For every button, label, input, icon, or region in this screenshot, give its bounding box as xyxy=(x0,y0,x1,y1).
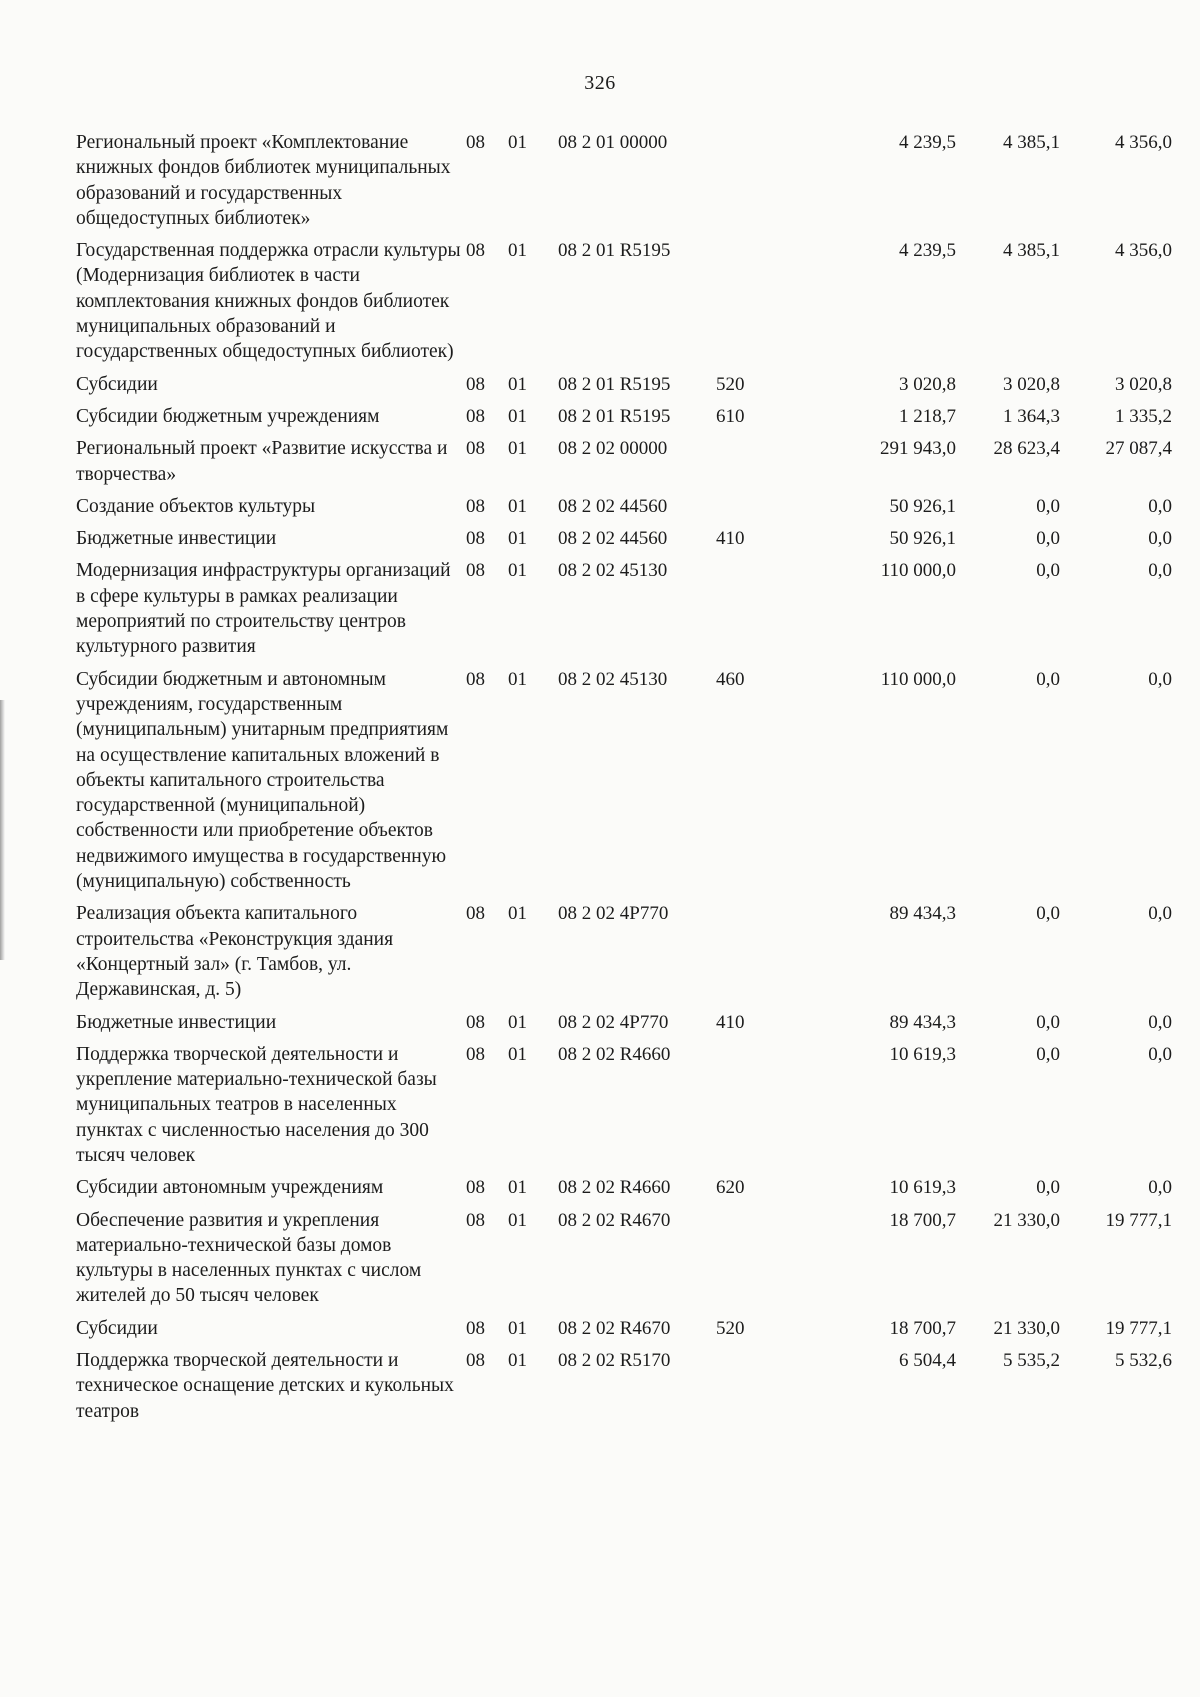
expense-type-code: 460 xyxy=(716,668,745,690)
amount-year-2: 21 330,0 xyxy=(993,1209,1060,1231)
amount-year-3: 5 532,6 xyxy=(1115,1350,1172,1372)
section-code: 08 xyxy=(466,1177,485,1199)
row-name: Региональный проект «Развитие искусства и творчества» xyxy=(76,438,448,485)
target-article-code: 08 2 02 44560 xyxy=(558,495,668,517)
expense-type-code: 620 xyxy=(716,1177,745,1199)
target-article-code: 08 2 01 R5195 xyxy=(558,405,671,427)
amount-year-3: 0,0 xyxy=(1148,495,1172,517)
amount-year-2: 0,0 xyxy=(1036,495,1060,517)
section-code: 08 xyxy=(466,1011,485,1033)
section-code: 08 xyxy=(466,1350,485,1372)
amount-year-1: 89 434,3 xyxy=(889,1011,956,1033)
table-row xyxy=(76,1344,1172,1427)
table-row xyxy=(76,490,1172,522)
amount-year-2: 0,0 xyxy=(1036,1177,1060,1199)
table-row xyxy=(76,1171,1172,1203)
row-name: Модернизация инфраструктуры организаций в сфере культуры в рамках реализации мероприятий по строительству центров культурного развития xyxy=(76,560,451,658)
subsection-code: 01 xyxy=(508,240,527,262)
amount-year-1: 18 700,7 xyxy=(889,1317,956,1339)
row-name: Субсидии xyxy=(76,1317,158,1339)
table-row xyxy=(76,1312,1172,1344)
amount-year-1: 291 943,0 xyxy=(880,438,956,460)
amount-year-1: 50 926,1 xyxy=(889,495,956,517)
table-row xyxy=(76,522,1172,554)
target-article-code: 08 2 01 R5195 xyxy=(558,373,671,395)
row-name: Реализация объекта капитального строительства «Реконструкция здания «Концертный зал» (г. Тамбов, ул. Державинская, д. 5) xyxy=(76,903,394,1001)
target-article-code: 08 2 02 00000 xyxy=(558,438,668,460)
target-article-code: 08 2 02 R5170 xyxy=(558,1350,671,1372)
section-code: 08 xyxy=(466,1317,485,1339)
subsection-code: 01 xyxy=(508,438,527,460)
amount-year-2: 0,0 xyxy=(1036,1011,1060,1033)
row-name: Бюджетные инвестиции xyxy=(76,528,277,550)
amount-year-3: 0,0 xyxy=(1148,1043,1172,1065)
amount-year-2: 0,0 xyxy=(1036,560,1060,582)
subsection-code: 01 xyxy=(508,373,527,395)
amount-year-3: 0,0 xyxy=(1148,668,1172,690)
table-row xyxy=(76,897,1172,1005)
amount-year-1: 50 926,1 xyxy=(889,528,956,550)
row-name: Создание объектов культуры xyxy=(76,495,316,517)
target-article-code: 08 2 02 R4670 xyxy=(558,1317,671,1339)
amount-year-3: 0,0 xyxy=(1148,1011,1172,1033)
subsection-code: 01 xyxy=(508,1177,527,1199)
table-row xyxy=(76,432,1172,490)
target-article-code: 08 2 01 00000 xyxy=(558,132,668,153)
section-code: 08 xyxy=(466,1043,485,1065)
target-article-code: 08 2 02 4P770 xyxy=(558,903,669,925)
row-name: Бюджетные инвестиции xyxy=(76,1011,277,1033)
section-code: 08 xyxy=(466,495,485,517)
amount-year-3: 0,0 xyxy=(1148,560,1172,582)
amount-year-2: 4 385,1 xyxy=(1003,240,1060,262)
target-article-code: 08 2 02 R4660 xyxy=(558,1043,671,1065)
subsection-code: 01 xyxy=(508,1350,527,1372)
row-name: Обеспечение развития и укрепления материально-технической базы домов культуры в населенных пунктах с числом жителей до 50 тысяч человек xyxy=(76,1209,422,1307)
amount-year-3: 4 356,0 xyxy=(1115,240,1172,262)
target-article-code: 08 2 02 44560 xyxy=(558,528,668,550)
amount-year-1: 89 434,3 xyxy=(889,903,956,925)
row-name: Поддержка творческой деятельности и техническое оснащение детских и кукольных театров xyxy=(76,1350,454,1422)
amount-year-1: 3 020,8 xyxy=(899,373,956,395)
expense-type-code: 410 xyxy=(716,1011,745,1033)
section-code: 08 xyxy=(466,240,485,262)
subsection-code: 01 xyxy=(508,495,527,517)
amount-year-3: 4 356,0 xyxy=(1115,132,1172,153)
subsection-code: 01 xyxy=(508,668,527,690)
amount-year-2: 1 364,3 xyxy=(1003,405,1060,427)
section-code: 08 xyxy=(466,373,485,395)
amount-year-2: 28 623,4 xyxy=(993,438,1060,460)
amount-year-3: 19 777,1 xyxy=(1105,1317,1172,1339)
target-article-code: 08 2 02 R4670 xyxy=(558,1209,671,1231)
row-name: Региональный проект «Комплектование книжных фондов библиотек муниципальных образований и государственных общедоступных библиотек» xyxy=(76,132,451,229)
expense-type-code: 610 xyxy=(716,405,745,427)
subsection-code: 01 xyxy=(508,1043,527,1065)
amount-year-2: 21 330,0 xyxy=(993,1317,1060,1339)
table-row xyxy=(76,126,1172,234)
budget-table xyxy=(76,126,1172,1427)
scan-edge-shadow xyxy=(0,700,5,960)
subsection-code: 01 xyxy=(508,1317,527,1339)
subsection-code: 01 xyxy=(508,560,527,582)
amount-year-1: 10 619,3 xyxy=(889,1043,956,1065)
amount-year-3: 1 335,2 xyxy=(1115,405,1172,427)
row-name: Государственная поддержка отрасли культуры (Модернизация библиотек в части комплектования книжных фондов библиотек муниципальных образований и государственных общедоступных библиотек) xyxy=(76,240,461,363)
amount-year-2: 0,0 xyxy=(1036,903,1060,925)
subsection-code: 01 xyxy=(508,903,527,925)
amount-year-3: 0,0 xyxy=(1148,1177,1172,1199)
subsection-code: 01 xyxy=(508,528,527,550)
section-code: 08 xyxy=(466,405,485,427)
amount-year-2: 0,0 xyxy=(1036,528,1060,550)
section-code: 08 xyxy=(466,528,485,550)
row-name: Поддержка творческой деятельности и укрепление материально-технической базы муниципальных театров в населенных пунктах с численностью населения до 300 тысяч человек xyxy=(76,1043,437,1166)
subsection-code: 01 xyxy=(508,1209,527,1231)
subsection-code: 01 xyxy=(508,132,527,153)
amount-year-1: 10 619,3 xyxy=(889,1177,956,1199)
amount-year-1: 6 504,4 xyxy=(899,1350,956,1372)
section-code: 08 xyxy=(466,903,485,925)
row-name: Субсидии бюджетным и автономным учреждениям, государственным (муниципальным) унитарным предприятиям на осуществление капитальных вложений в объекты капитального строительства государственной (муниципальной) собственности или приобретение объектов недвижимого имущества в государственную (муниципальную) собственность xyxy=(76,668,449,893)
page-number: 326 xyxy=(584,72,616,94)
amount-year-2: 0,0 xyxy=(1036,668,1060,690)
subsection-code: 01 xyxy=(508,1011,527,1033)
target-article-code: 08 2 02 4P770 xyxy=(558,1011,669,1033)
amount-year-3: 3 020,8 xyxy=(1115,373,1172,395)
section-code: 08 xyxy=(466,1209,485,1231)
section-code: 08 xyxy=(466,668,485,690)
table-row xyxy=(76,1038,1172,1171)
row-name: Субсидии автономным учреждениям xyxy=(76,1177,384,1199)
expense-type-code: 520 xyxy=(716,373,745,395)
target-article-code: 08 2 02 45130 xyxy=(558,668,668,690)
amount-year-1: 110 000,0 xyxy=(880,560,956,582)
table-row xyxy=(76,1204,1172,1312)
amount-year-2: 5 535,2 xyxy=(1003,1350,1060,1372)
table-row xyxy=(76,234,1172,367)
amount-year-2: 3 020,8 xyxy=(1003,373,1060,395)
expense-type-code: 520 xyxy=(716,1317,745,1339)
amount-year-2: 4 385,1 xyxy=(1003,132,1060,153)
target-article-code: 08 2 02 45130 xyxy=(558,560,668,582)
row-name: Субсидии xyxy=(76,373,158,395)
amount-year-3: 0,0 xyxy=(1148,528,1172,550)
section-code: 08 xyxy=(466,132,485,153)
section-code: 08 xyxy=(466,560,485,582)
table-row xyxy=(76,1006,1172,1038)
amount-year-3: 27 087,4 xyxy=(1105,438,1172,460)
table-row xyxy=(76,368,1172,400)
table-row xyxy=(76,554,1172,662)
amount-year-1: 18 700,7 xyxy=(889,1209,956,1231)
amount-year-1: 4 239,5 xyxy=(899,132,956,153)
amount-year-1: 1 218,7 xyxy=(899,405,956,427)
subsection-code: 01 xyxy=(508,405,527,427)
target-article-code: 08 2 01 R5195 xyxy=(558,240,671,262)
table-row xyxy=(76,400,1172,432)
target-article-code: 08 2 02 R4660 xyxy=(558,1177,671,1199)
amount-year-2: 0,0 xyxy=(1036,1043,1060,1065)
amount-year-1: 4 239,5 xyxy=(899,240,956,262)
section-code: 08 xyxy=(466,438,485,460)
row-name: Субсидии бюджетным учреждениям xyxy=(76,405,380,427)
amount-year-1: 110 000,0 xyxy=(880,668,956,690)
amount-year-3: 0,0 xyxy=(1148,903,1172,925)
expense-type-code: 410 xyxy=(716,528,745,550)
table-row xyxy=(76,663,1172,898)
amount-year-3: 19 777,1 xyxy=(1105,1209,1172,1231)
